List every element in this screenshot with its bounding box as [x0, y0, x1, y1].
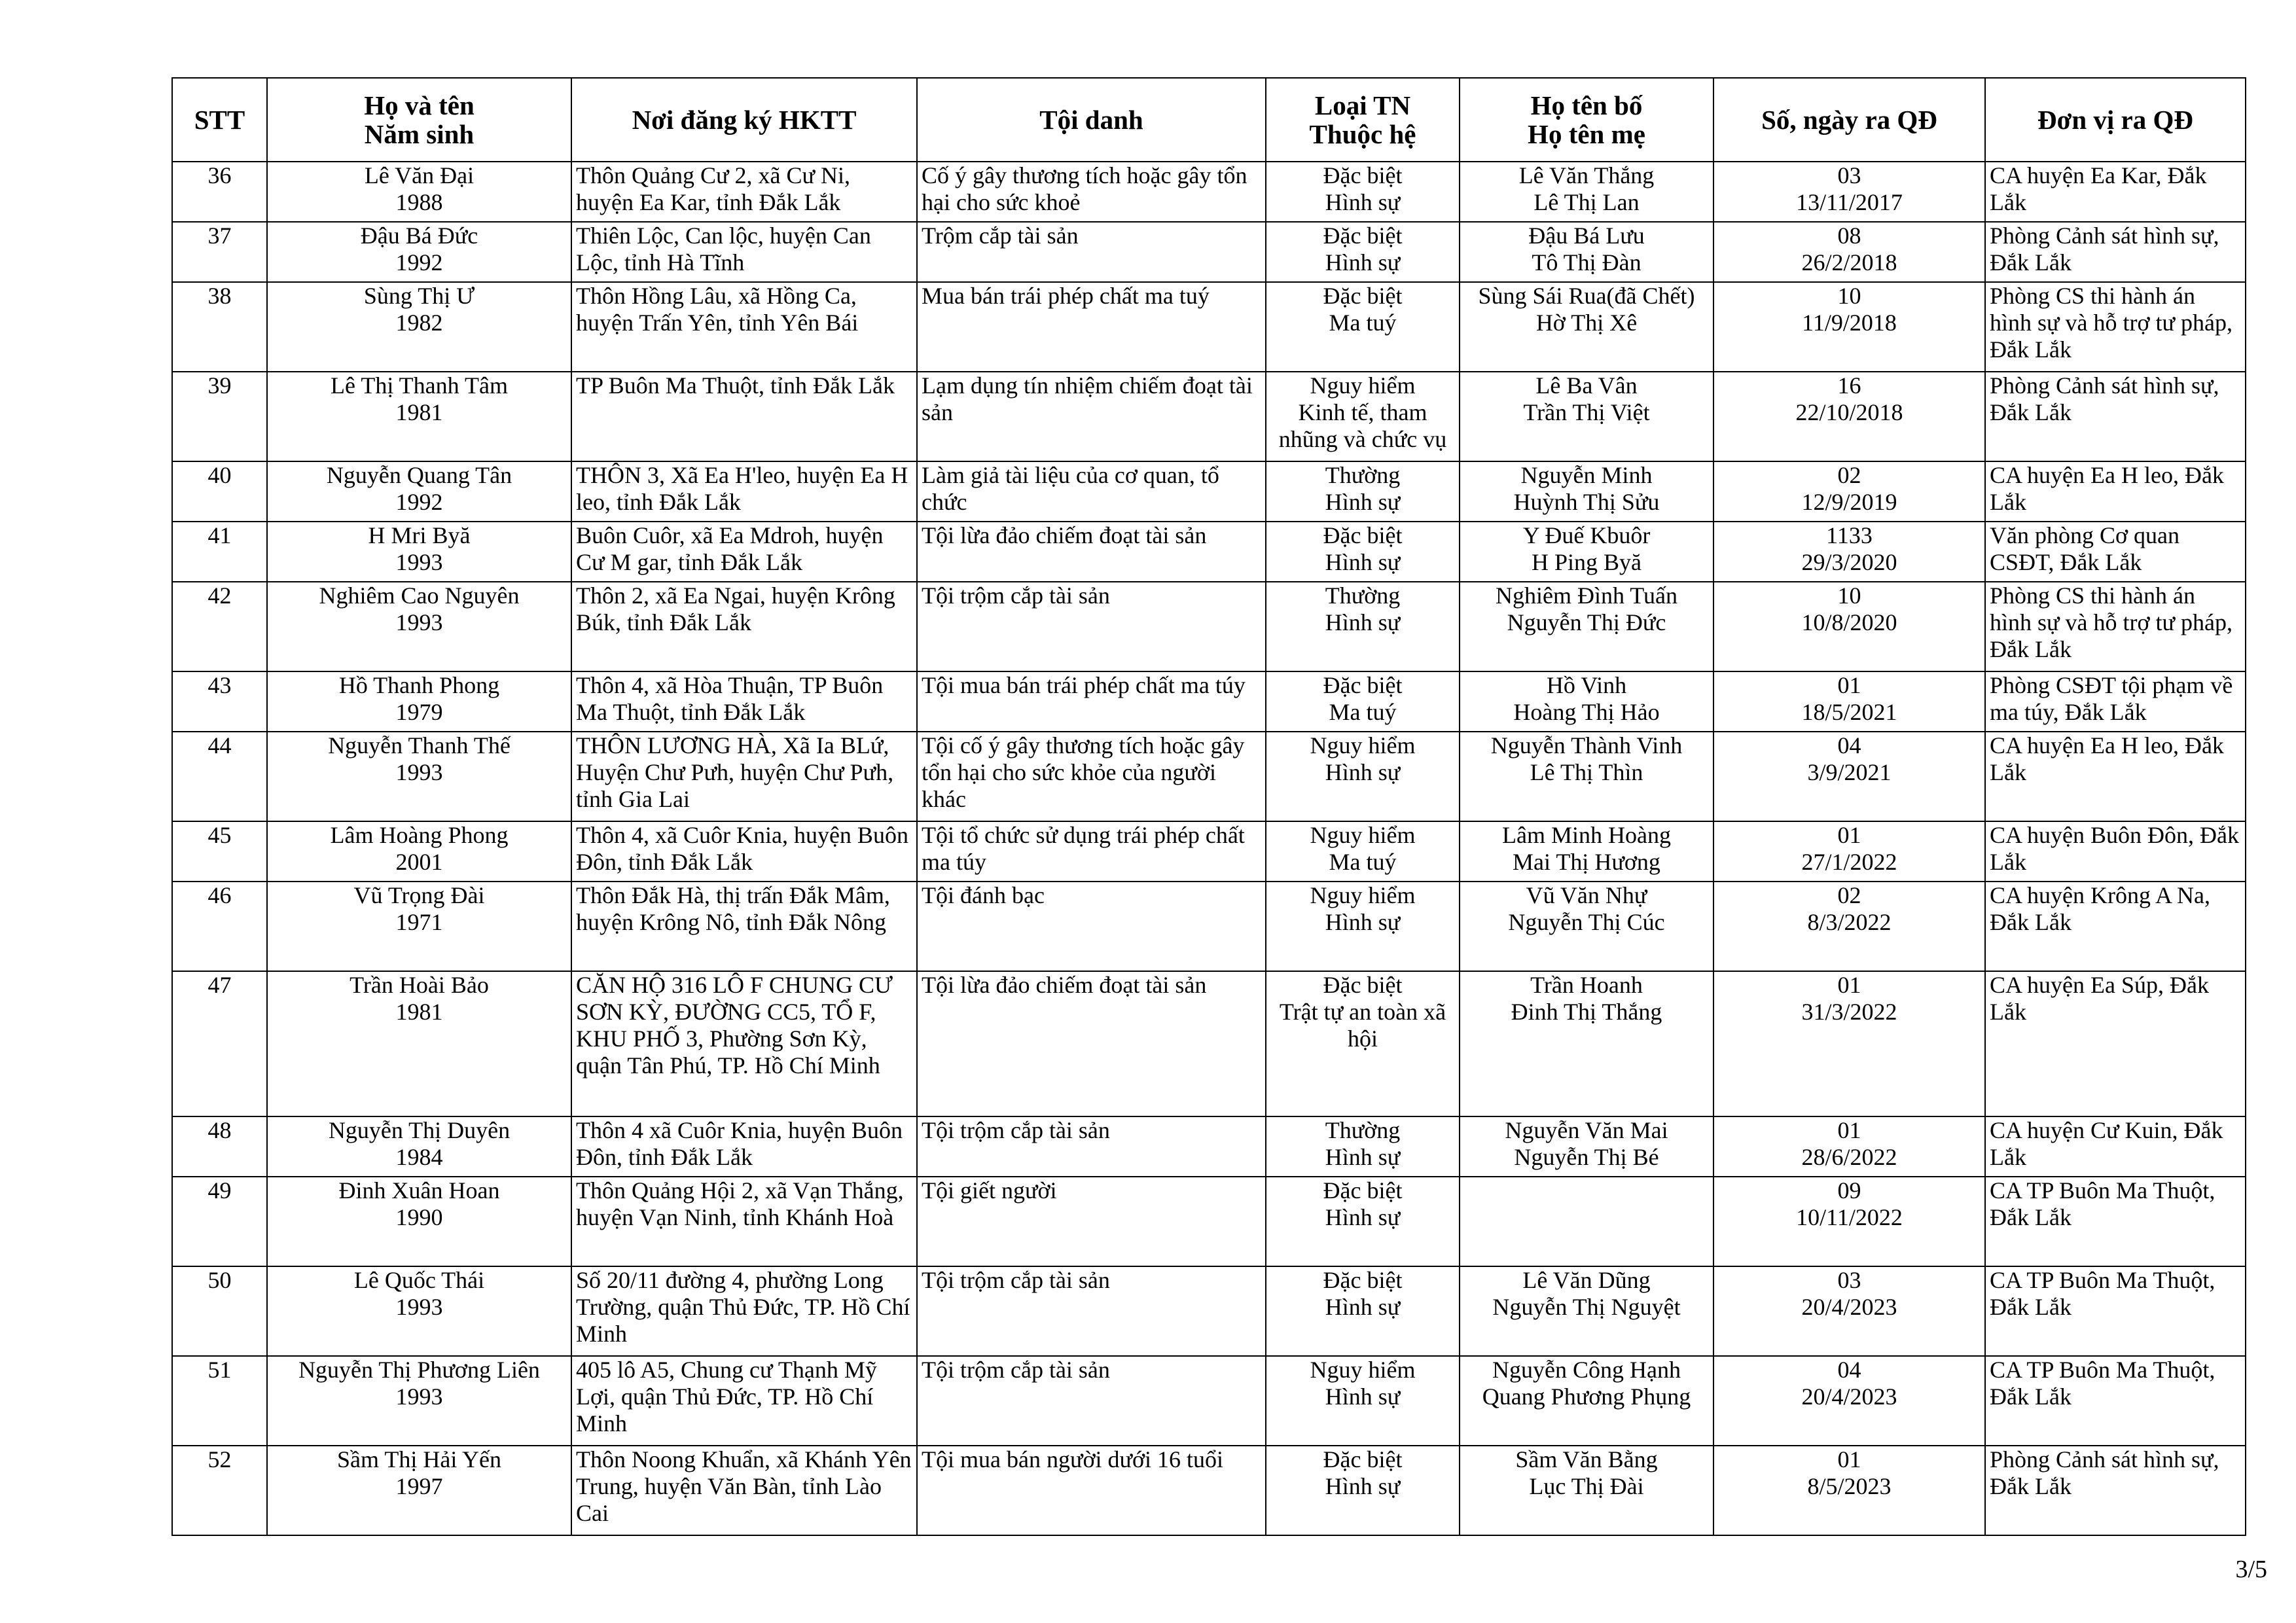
cell-stt: 39: [172, 372, 267, 461]
cell-parents: Lê Ba Vân Trần Thị Việt: [1460, 372, 1713, 461]
cell-name: Trần Hoài Bảo 1981: [267, 971, 571, 1116]
table-row: [172, 1177, 2246, 1266]
cell-crime: Tội cố ý gây thương tích hoặc gây tổn hại cho sức khỏe của người khác: [917, 732, 1266, 821]
cell-issuer: Văn phòng Cơ quan CSĐT, Đắk Lắk: [1985, 522, 2246, 582]
cell-category: Nguy hiểm Hình sự: [1266, 882, 1460, 971]
cell-issuer: CA TP Buôn Ma Thuột, Đắk Lắk: [1985, 1266, 2246, 1356]
cell-category: Đặc biệt Hình sự: [1266, 1266, 1460, 1356]
cell-residence: 405 lô A5, Chung cư Thạnh Mỹ Lợi, quận Thủ Đức, TP. Hồ Chí Minh: [571, 1356, 917, 1446]
header-row: [172, 78, 2246, 162]
cell-category: Thường Hình sự: [1266, 1116, 1460, 1177]
cell-crime: Tội lừa đảo chiếm đoạt tài sản: [917, 522, 1266, 582]
cell-crime: Tội trộm cắp tài sản: [917, 1116, 1266, 1177]
cell-issuer: CA huyện Ea Súp, Đắk Lắk: [1985, 971, 2246, 1116]
header-stt: STT: [172, 78, 267, 162]
cell-residence: CĂN HỘ 316 LÔ F CHUNG CƯ SƠN KỲ, ĐƯỜNG CC5, TỔ F, KHU PHỐ 3, Phường Sơn Kỳ, quận Tân Phú, TP. Hồ Chí Minh: [571, 971, 917, 1116]
cell-stt: 51: [172, 1356, 267, 1446]
cell-stt: 46: [172, 882, 267, 971]
cell-residence: Thôn Hồng Lâu, xã Hồng Ca, huyện Trấn Yên, tỉnh Yên Bái: [571, 282, 917, 372]
cell-crime: Tội trộm cắp tài sản: [917, 1356, 1266, 1446]
records-table: [171, 77, 2246, 1536]
cell-category: Nguy hiểm Ma tuý: [1266, 821, 1460, 882]
cell-category: Đặc biệt Hình sự: [1266, 1177, 1460, 1266]
cell-issuer: CA huyện Buôn Đôn, Đắk Lắk: [1985, 821, 2246, 882]
cell-category: Thường Hình sự: [1266, 582, 1460, 671]
cell-crime: Tội mua bán trái phép chất ma túy: [917, 671, 1266, 732]
cell-parents: Y Đuế Kbuôr H Ping Byă: [1460, 522, 1713, 582]
cell-decision: 03 20/4/2023: [1713, 1266, 1985, 1356]
cell-issuer: CA huyện Ea Kar, Đắk Lắk: [1985, 162, 2246, 222]
cell-crime: Cố ý gây thương tích hoặc gây tổn hại cho sức khoẻ: [917, 162, 1266, 222]
cell-residence: Thôn 4, xã Cuôr Knia, huyện Buôn Đôn, tỉnh Đắk Lắk: [571, 821, 917, 882]
cell-stt: 49: [172, 1177, 267, 1266]
cell-crime: Làm giả tài liệu của cơ quan, tổ chức: [917, 461, 1266, 522]
cell-name: Lê Thị Thanh Tâm 1981: [267, 372, 571, 461]
cell-parents: Sùng Sái Rua(đã Chết) Hờ Thị Xê: [1460, 282, 1713, 372]
cell-parents: Trần Hoanh Đinh Thị Thắng: [1460, 971, 1713, 1116]
cell-stt: 47: [172, 971, 267, 1116]
cell-stt: 50: [172, 1266, 267, 1356]
cell-stt: 45: [172, 821, 267, 882]
table-row: [172, 1356, 2246, 1446]
cell-parents: [1460, 1177, 1713, 1266]
header-decision: Số, ngày ra QĐ: [1713, 78, 1985, 162]
cell-crime: Tội trộm cắp tài sản: [917, 582, 1266, 671]
table-row: [172, 882, 2246, 971]
cell-category: Thường Hình sự: [1266, 461, 1460, 522]
cell-parents: Nguyễn Công Hạnh Quang Phương Phụng: [1460, 1356, 1713, 1446]
cell-category: Đặc biệt Hình sự: [1266, 522, 1460, 582]
table-row: [172, 372, 2246, 461]
cell-name: Sầm Thị Hải Yến 1997: [267, 1446, 571, 1535]
table-row: [172, 222, 2246, 282]
cell-decision: 16 22/10/2018: [1713, 372, 1985, 461]
cell-name: Lâm Hoàng Phong 2001: [267, 821, 571, 882]
table-row: [172, 1266, 2246, 1356]
cell-decision: 10 10/8/2020: [1713, 582, 1985, 671]
header-issuer: Đơn vị ra QĐ: [1985, 78, 2246, 162]
cell-parents: Sầm Văn Bằng Lục Thị Đài: [1460, 1446, 1713, 1535]
cell-decision: 01 27/1/2022: [1713, 821, 1985, 882]
cell-stt: 38: [172, 282, 267, 372]
cell-issuer: Phòng Cảnh sát hình sự, Đắk Lắk: [1985, 372, 2246, 461]
cell-category: Đặc biệt Ma tuý: [1266, 671, 1460, 732]
cell-crime: Trộm cắp tài sản: [917, 222, 1266, 282]
cell-stt: 36: [172, 162, 267, 222]
cell-crime: Tội mua bán người dưới 16 tuổi: [917, 1446, 1266, 1535]
cell-parents: Vũ Văn Nhự Nguyễn Thị Cúc: [1460, 882, 1713, 971]
cell-residence: THÔN LƯƠNG HÀ, Xã Ia BLứ, Huyện Chư Pưh, huyện Chư Pưh, tỉnh Gia Lai: [571, 732, 917, 821]
cell-issuer: CA huyện Ea H leo, Đắk Lắk: [1985, 732, 2246, 821]
cell-crime: Tội lừa đảo chiếm đoạt tài sản: [917, 971, 1266, 1116]
cell-stt: 42: [172, 582, 267, 671]
cell-decision: 01 31/3/2022: [1713, 971, 1985, 1116]
cell-category: Đặc biệt Ma tuý: [1266, 282, 1460, 372]
cell-decision: 04 20/4/2023: [1713, 1356, 1985, 1446]
cell-parents: Hồ Vinh Hoàng Thị Hảo: [1460, 671, 1713, 732]
cell-category: Nguy hiểm Hình sự: [1266, 1356, 1460, 1446]
cell-residence: Thôn Quảng Hội 2, xã Vạn Thắng, huyện Vạn Ninh, tỉnh Khánh Hoà: [571, 1177, 917, 1266]
cell-issuer: Phòng CS thi hành án hình sự và hỗ trợ tư pháp, Đắk Lắk: [1985, 582, 2246, 671]
header-parents: Họ tên bố Họ tên mẹ: [1460, 78, 1713, 162]
cell-issuer: Phòng Cảnh sát hình sự, Đắk Lắk: [1985, 222, 2246, 282]
cell-stt: 37: [172, 222, 267, 282]
cell-decision: 01 8/5/2023: [1713, 1446, 1985, 1535]
cell-issuer: CA huyện Ea H leo, Đắk Lắk: [1985, 461, 2246, 522]
header-residence: Nơi đăng ký HKTT: [571, 78, 917, 162]
cell-crime: Tội đánh bạc: [917, 882, 1266, 971]
cell-residence: Số 20/11 đường 4, phường Long Trường, quận Thủ Đức, TP. Hồ Chí Minh: [571, 1266, 917, 1356]
cell-decision: 03 13/11/2017: [1713, 162, 1985, 222]
cell-stt: 48: [172, 1116, 267, 1177]
cell-decision: 02 12/9/2019: [1713, 461, 1985, 522]
cell-issuer: Phòng Cảnh sát hình sự, Đắk Lắk: [1985, 1446, 2246, 1535]
cell-category: Nguy hiểm Kinh tế, tham nhũng và chức vụ: [1266, 372, 1460, 461]
cell-name: Nguyễn Quang Tân 1992: [267, 461, 571, 522]
cell-stt: 44: [172, 732, 267, 821]
cell-residence: Thôn Quảng Cư 2, xã Cư Ni, huyện Ea Kar, tỉnh Đắk Lắk: [571, 162, 917, 222]
cell-issuer: CA huyện Cư Kuin, Đắk Lắk: [1985, 1116, 2246, 1177]
cell-name: Nguyễn Thanh Thế 1993: [267, 732, 571, 821]
cell-stt: 43: [172, 671, 267, 732]
table-row: [172, 162, 2246, 222]
cell-residence: Thôn Đắk Hà, thị trấn Đắk Mâm, huyện Krông Nô, tỉnh Đắk Nông: [571, 882, 917, 971]
cell-name: Đậu Bá Đức 1992: [267, 222, 571, 282]
cell-name: Hồ Thanh Phong 1979: [267, 671, 571, 732]
page-number: 3/5: [2235, 1556, 2267, 1583]
table-row: [172, 671, 2246, 732]
cell-decision: 09 10/11/2022: [1713, 1177, 1985, 1266]
cell-stt: 52: [172, 1446, 267, 1535]
cell-parents: Nguyễn Văn Mai Nguyễn Thị Bé: [1460, 1116, 1713, 1177]
cell-name: Nguyễn Thị Phương Liên 1993: [267, 1356, 571, 1446]
cell-decision: 10 11/9/2018: [1713, 282, 1985, 372]
cell-parents: Lâm Minh Hoàng Mai Thị Hương: [1460, 821, 1713, 882]
cell-residence: TP Buôn Ma Thuột, tỉnh Đắk Lắk: [571, 372, 917, 461]
table-row: [172, 971, 2246, 1116]
cell-decision: 02 8/3/2022: [1713, 882, 1985, 971]
cell-name: Đinh Xuân Hoan 1990: [267, 1177, 571, 1266]
cell-stt: 40: [172, 461, 267, 522]
header-category: Loại TN Thuộc hệ: [1266, 78, 1460, 162]
cell-decision: 01 28/6/2022: [1713, 1116, 1985, 1177]
cell-name: H Mri Byă 1993: [267, 522, 571, 582]
cell-stt: 41: [172, 522, 267, 582]
cell-crime: Tội giết người: [917, 1177, 1266, 1266]
cell-residence: THÔN 3, Xã Ea H'leo, huyện Ea H leo, tỉnh Đắk Lắk: [571, 461, 917, 522]
table-row: [172, 732, 2246, 821]
cell-residence: Thôn Noong Khuẩn, xã Khánh Yên Trung, huyện Văn Bàn, tỉnh Lào Cai: [571, 1446, 917, 1535]
cell-crime: Tội trộm cắp tài sản: [917, 1266, 1266, 1356]
cell-residence: Thôn 4 xã Cuôr Knia, huyện Buôn Đôn, tỉnh Đắk Lắk: [571, 1116, 917, 1177]
cell-issuer: CA TP Buôn Ma Thuột, Đắk Lắk: [1985, 1356, 2246, 1446]
cell-residence: Thôn 4, xã Hòa Thuận, TP Buôn Ma Thuột, tỉnh Đắk Lắk: [571, 671, 917, 732]
cell-decision: 1133 29/3/2020: [1713, 522, 1985, 582]
cell-issuer: CA TP Buôn Ma Thuột, Đắk Lắk: [1985, 1177, 2246, 1266]
table-row: [172, 522, 2246, 582]
cell-name: Lê Quốc Thái 1993: [267, 1266, 571, 1356]
table-row: [172, 1446, 2246, 1535]
table-body: [172, 162, 2246, 1535]
cell-name: Nghiêm Cao Nguyên 1993: [267, 582, 571, 671]
cell-category: Đặc biệt Hình sự: [1266, 162, 1460, 222]
cell-issuer: CA huyện Krông A Na, Đắk Lắk: [1985, 882, 2246, 971]
cell-issuer: Phòng CSĐT tội phạm về ma túy, Đắk Lắk: [1985, 671, 2246, 732]
cell-parents: Lê Văn Thắng Lê Thị Lan: [1460, 162, 1713, 222]
cell-crime: Tội tổ chức sử dụng trái phép chất ma túy: [917, 821, 1266, 882]
cell-residence: Buôn Cuôr, xã Ea Mdroh, huyện Cư M gar, tỉnh Đắk Lắk: [571, 522, 917, 582]
cell-name: Sùng Thị Ư 1982: [267, 282, 571, 372]
cell-residence: Thôn 2, xã Ea Ngai, huyện Krông Búk, tỉnh Đắk Lắk: [571, 582, 917, 671]
table-row: [172, 461, 2246, 522]
cell-crime: Lạm dụng tín nhiệm chiếm đoạt tài sản: [917, 372, 1266, 461]
cell-residence: Thiên Lộc, Can lộc, huyện Can Lộc, tỉnh Hà Tĩnh: [571, 222, 917, 282]
cell-name: Vũ Trọng Đài 1971: [267, 882, 571, 971]
cell-parents: Đậu Bá Lưu Tô Thị Đàn: [1460, 222, 1713, 282]
table-row: [172, 582, 2246, 671]
table-row: [172, 1116, 2246, 1177]
cell-crime: Mua bán trái phép chất ma tuý: [917, 282, 1266, 372]
header-crime: Tội danh: [917, 78, 1266, 162]
cell-category: Đặc biệt Trật tự an toàn xã hội: [1266, 971, 1460, 1116]
cell-name: Nguyễn Thị Duyên 1984: [267, 1116, 571, 1177]
cell-category: Đặc biệt Hình sự: [1266, 222, 1460, 282]
cell-parents: Nguyễn Thành Vinh Lê Thị Thìn: [1460, 732, 1713, 821]
table-row: [172, 821, 2246, 882]
header-name: Họ và tên Năm sinh: [267, 78, 571, 162]
cell-decision: 08 26/2/2018: [1713, 222, 1985, 282]
cell-decision: 01 18/5/2021: [1713, 671, 1985, 732]
cell-category: Nguy hiểm Hình sự: [1266, 732, 1460, 821]
cell-parents: Lê Văn Dũng Nguyễn Thị Nguyệt: [1460, 1266, 1713, 1356]
cell-category: Đặc biệt Hình sự: [1266, 1446, 1460, 1535]
table-row: [172, 282, 2246, 372]
cell-parents: Nguyễn Minh Huỳnh Thị Sửu: [1460, 461, 1713, 522]
cell-issuer: Phòng CS thi hành án hình sự và hỗ trợ tư pháp, Đắk Lắk: [1985, 282, 2246, 372]
cell-name: Lê Văn Đại 1988: [267, 162, 571, 222]
cell-parents: Nghiêm Đình Tuấn Nguyễn Thị Đức: [1460, 582, 1713, 671]
cell-decision: 04 3/9/2021: [1713, 732, 1985, 821]
